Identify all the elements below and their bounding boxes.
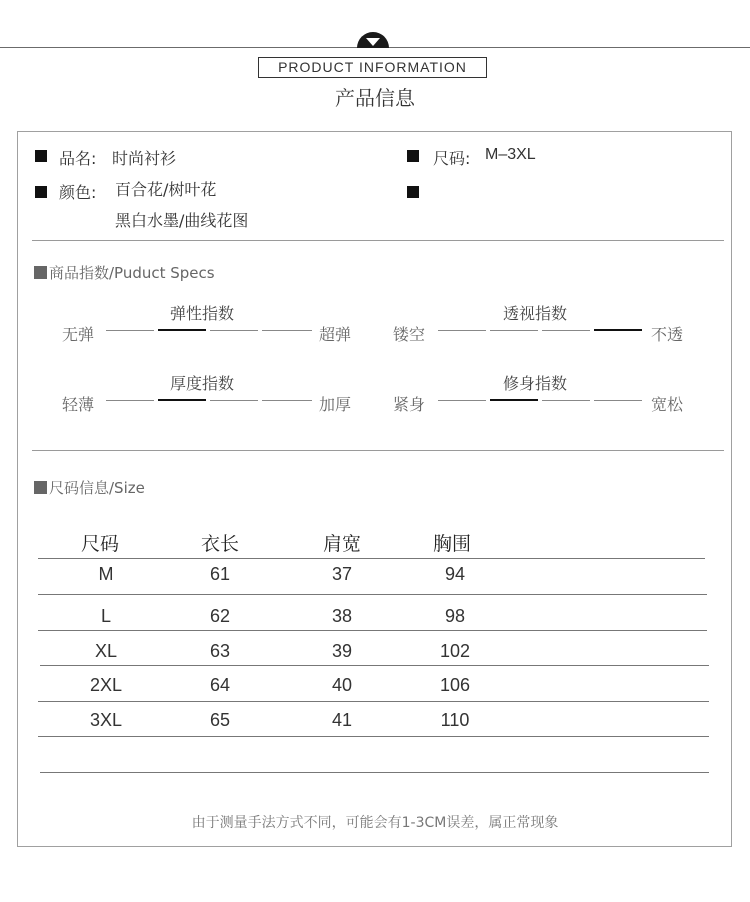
section-square-icon (34, 481, 47, 494)
table-cell: 63 (209, 641, 231, 661)
color-value-1: 百合花/树叶花 (115, 180, 217, 199)
bullet-square-icon (35, 150, 47, 162)
thickness-title: 厚度指数 (169, 374, 234, 393)
gauge-segment (542, 330, 590, 331)
section-square-icon (34, 266, 47, 279)
bullet-square-icon (407, 186, 419, 198)
transparency-right-label: 不透 (651, 325, 684, 344)
gauge-segment (262, 330, 312, 331)
size-section-title: 尺码信息/Size (34, 477, 145, 498)
name-label: 品名: (59, 149, 97, 168)
table-cell: 2XL (89, 675, 123, 695)
table-cell: 62 (209, 606, 231, 626)
table-cell: XL (94, 641, 118, 661)
size-label: 尺码: (433, 149, 471, 168)
table-rule (40, 665, 709, 666)
bullet-square-icon (35, 186, 47, 198)
table-rule (38, 558, 705, 559)
gauge-segment (210, 330, 258, 331)
gauge-segment (106, 400, 154, 401)
fit-right-label: 宽松 (651, 395, 684, 414)
table-cell: 3XL (89, 710, 123, 730)
gauge-segment-active (490, 399, 538, 401)
color-value-2: 黑白水墨/曲线花图 (115, 211, 249, 230)
elasticity-left-label: 无弹 (62, 325, 95, 344)
table-header-chest: 胸围 (432, 533, 471, 555)
table-cell: 40 (331, 675, 353, 695)
gauge-segment (262, 400, 312, 401)
color-label: 颜色: (59, 183, 97, 202)
name-value: 时尚衬衫 (112, 149, 177, 168)
measurement-note: 由于测量手法方式不同，可能会有1-3CM误差，属正常现象 (191, 815, 559, 831)
table-cell: 61 (209, 564, 231, 584)
transparency-left-label: 镂空 (393, 325, 426, 344)
bullet-square-icon (407, 150, 419, 162)
table-header-shoulder: 肩宽 (322, 533, 361, 555)
specs-section-title: 商品指数/Puduct Specs (34, 262, 215, 283)
table-cell: M (98, 564, 114, 584)
table-cell: 106 (439, 675, 471, 695)
english-title: PRODUCT INFORMATION (258, 57, 487, 78)
transparency-title: 透视指数 (502, 304, 567, 323)
thickness-left-label: 轻薄 (62, 395, 95, 414)
table-cell: 39 (331, 641, 353, 661)
fit-title: 修身指数 (502, 374, 567, 393)
chevron-down-icon (357, 32, 389, 48)
chinese-title: 产品信息 (335, 86, 415, 110)
gauge-segment-active (158, 399, 206, 401)
gauge-segment (438, 400, 486, 401)
elasticity-right-label: 超弹 (319, 325, 352, 344)
table-header-length: 衣长 (200, 533, 239, 555)
table-rule (38, 630, 707, 631)
gauge-segment (438, 330, 486, 331)
size-value: M–3XL (485, 146, 536, 163)
table-cell: 41 (331, 710, 353, 730)
gauge-segment (210, 400, 258, 401)
table-cell: 38 (331, 606, 353, 626)
table-cell: 102 (439, 641, 471, 661)
table-rule (40, 772, 709, 773)
table-cell: L (100, 606, 111, 626)
table-cell: 64 (209, 675, 231, 695)
table-rule (38, 594, 707, 595)
table-cell: 98 (444, 606, 466, 626)
table-cell: 94 (444, 564, 466, 584)
table-rule (38, 736, 709, 737)
gauge-segment (106, 330, 154, 331)
divider (32, 240, 724, 241)
gauge-segment (542, 400, 590, 401)
gauge-segment (594, 400, 642, 401)
gauge-segment (490, 330, 538, 331)
table-cell: 110 (440, 710, 470, 730)
fit-left-label: 紧身 (393, 395, 426, 414)
table-cell: 37 (331, 564, 353, 584)
table-cell: 65 (209, 710, 231, 730)
table-header-size: 尺码 (80, 533, 119, 555)
elasticity-title: 弹性指数 (169, 304, 234, 323)
thickness-right-label: 加厚 (319, 395, 352, 414)
gauge-segment-active (594, 329, 642, 331)
divider (32, 450, 724, 451)
table-rule (38, 701, 709, 702)
gauge-segment-active (158, 329, 206, 331)
